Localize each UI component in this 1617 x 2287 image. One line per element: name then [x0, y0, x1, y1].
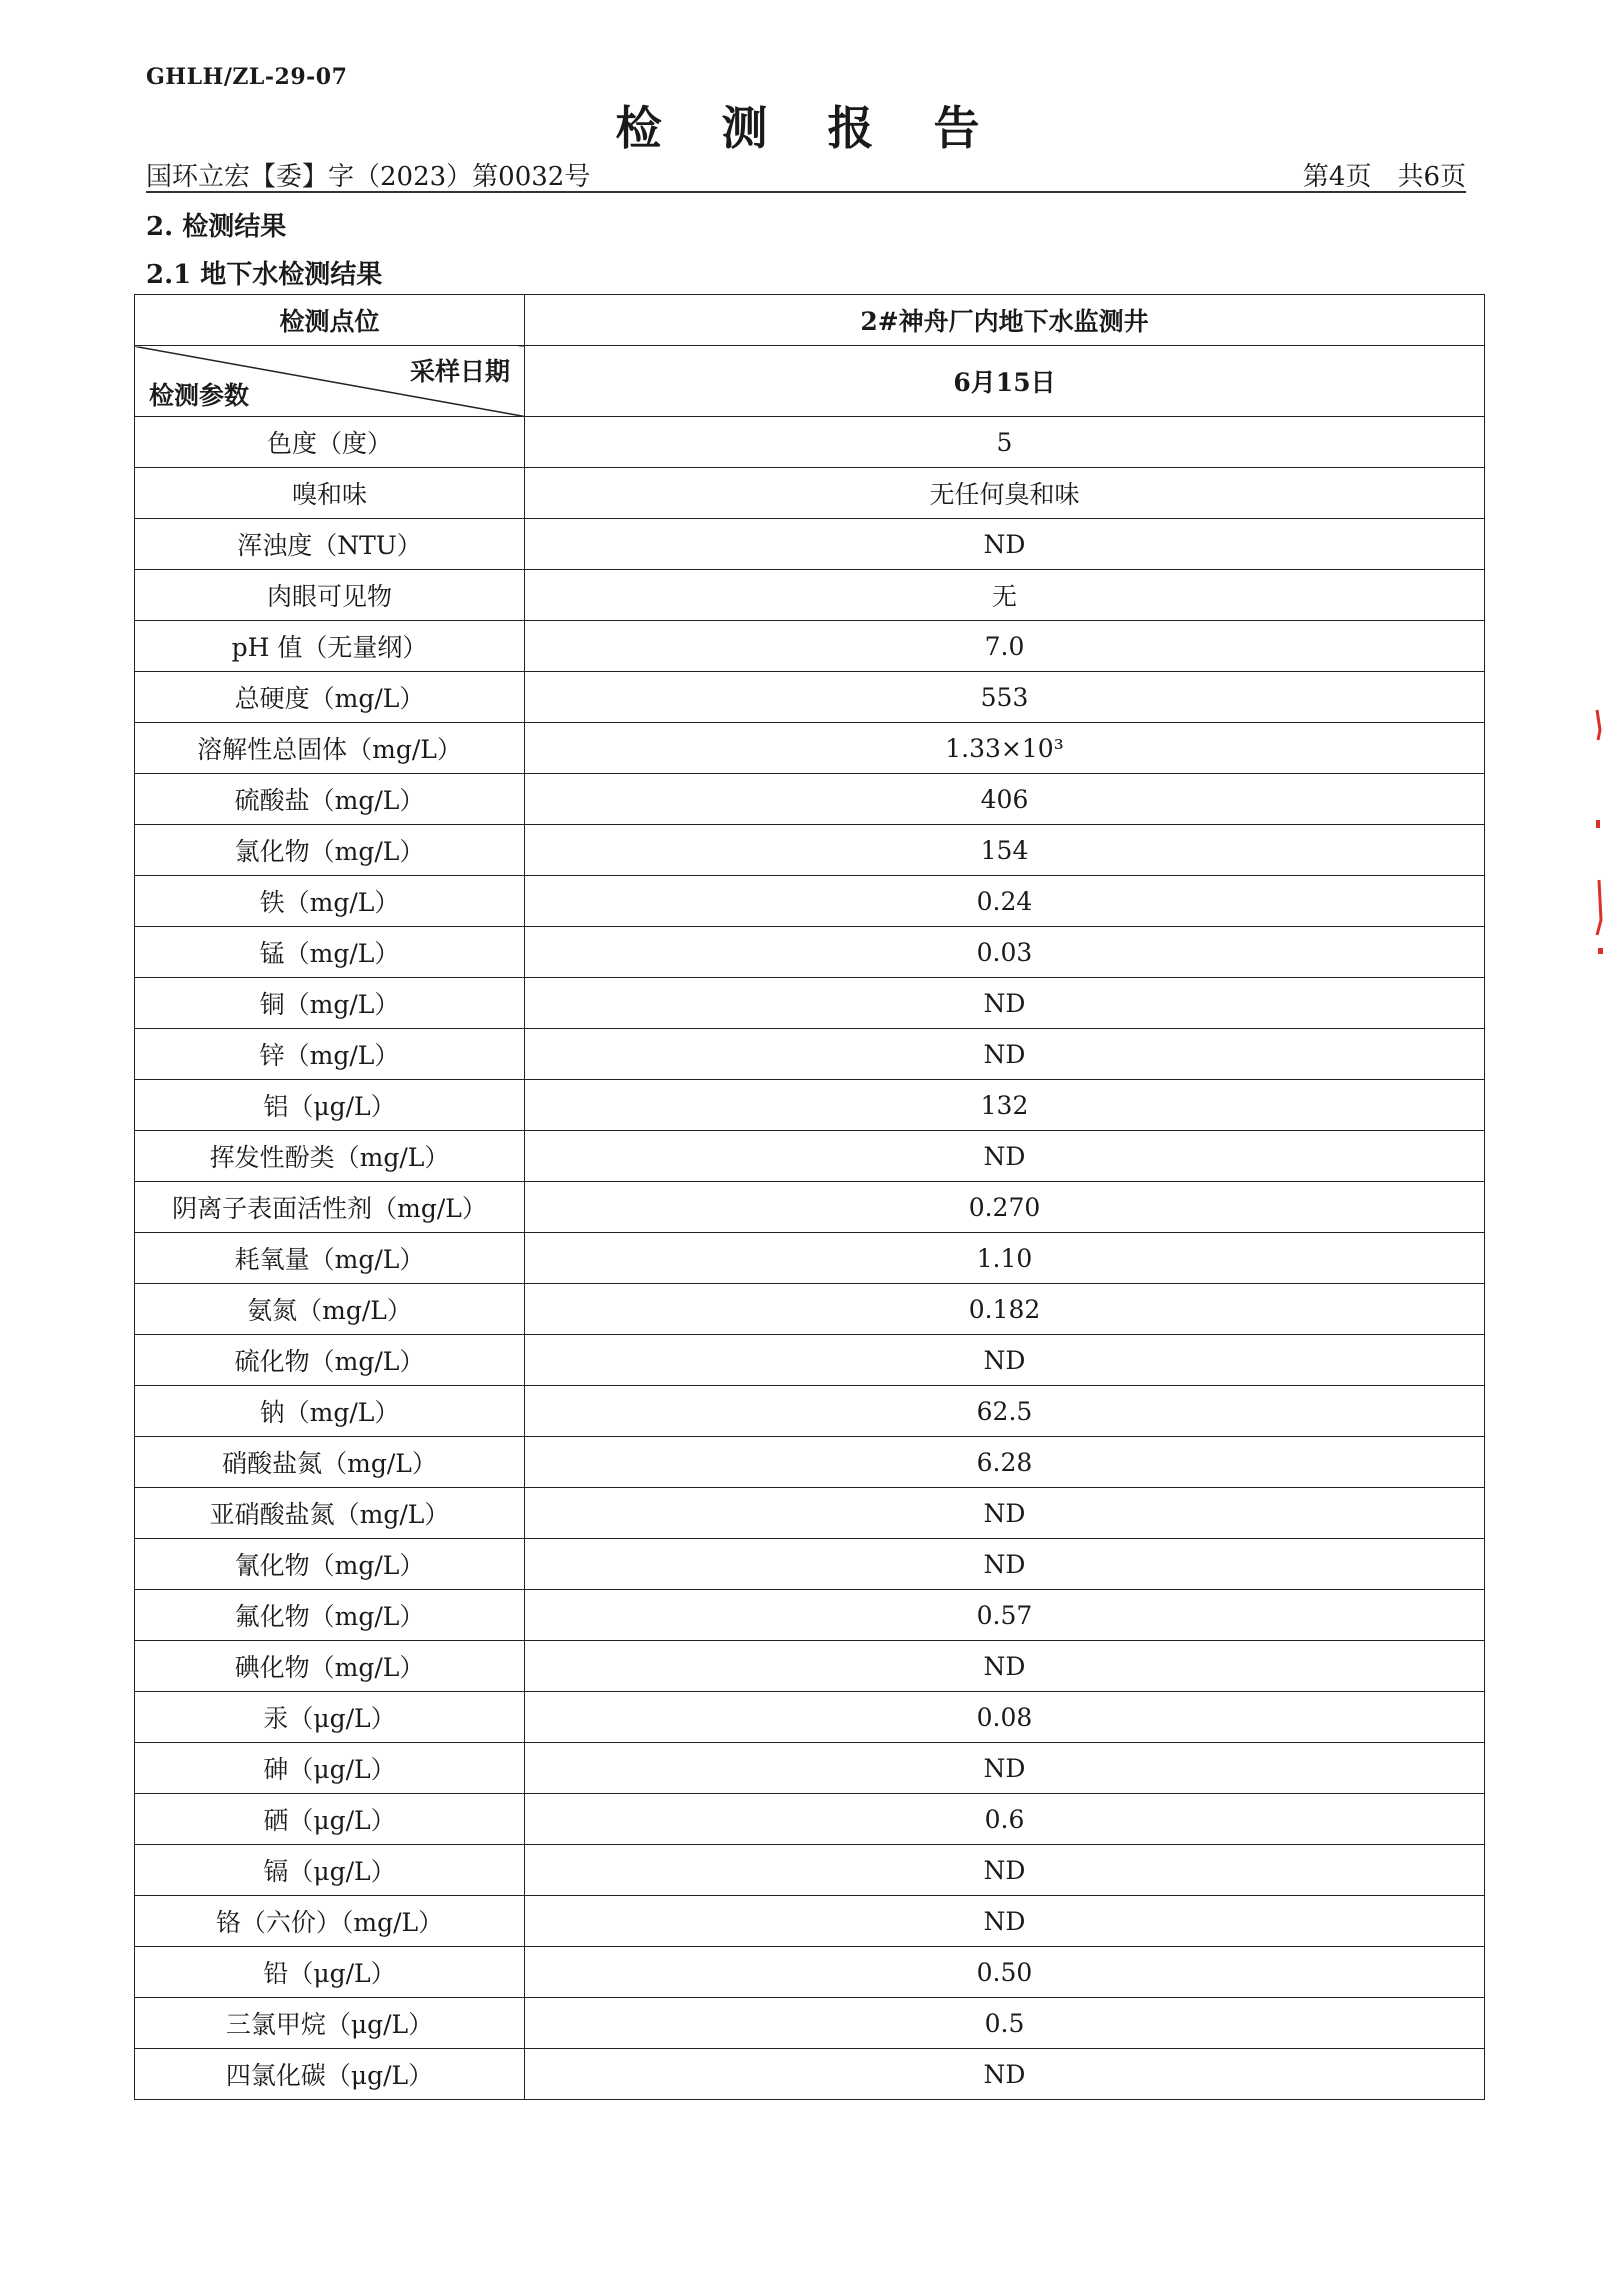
param-name-cell: 铬（六价）（mg/L） [135, 1896, 525, 1947]
param-value-cell: ND [525, 1131, 1485, 1182]
param-value-cell: 0.24 [525, 876, 1485, 927]
groundwater-results-table [134, 294, 1485, 2100]
param-name-cell: 铝（μg/L） [135, 1080, 525, 1131]
table-row [135, 1233, 1485, 1284]
param-name-cell: 色度（度） [135, 417, 525, 468]
param-name-cell: 四氯化碳（μg/L） [135, 2049, 525, 2100]
param-name-cell: 硝酸盐氮（mg/L） [135, 1437, 525, 1488]
param-name-cell: 挥发性酚类（mg/L） [135, 1131, 525, 1182]
param-name-cell: 砷（μg/L） [135, 1743, 525, 1794]
param-name-cell: 汞（μg/L） [135, 1692, 525, 1743]
document-code: GHLH/ZL-29-07 [146, 64, 348, 90]
table-row [135, 1539, 1485, 1590]
param-value-cell: ND [525, 1335, 1485, 1386]
table-row [135, 1743, 1485, 1794]
param-value-cell: 406 [525, 774, 1485, 825]
param-name-cell: 耗氧量（mg/L） [135, 1233, 525, 1284]
param-value-cell: ND [525, 1539, 1485, 1590]
page-info: 第4页 共6页 [1302, 162, 1466, 192]
table-row [135, 1692, 1485, 1743]
param-value-cell: 0.08 [525, 1692, 1485, 1743]
param-name-cell: pH 值（无量纲） [135, 621, 525, 672]
date-label: 采样日期 [409, 357, 510, 386]
page-title: 检 测 报 告 [615, 101, 1002, 155]
point-value-cell: 2#神舟厂内地下水监测井 [525, 295, 1485, 346]
param-name-cell: 三氯甲烷（μg/L） [135, 1998, 525, 2049]
table-row [135, 876, 1485, 927]
param-label: 检测参数 [149, 381, 250, 410]
table-row [135, 1131, 1485, 1182]
table-row [135, 1896, 1485, 1947]
table-row [135, 519, 1485, 570]
param-value-cell: ND [525, 1743, 1485, 1794]
param-name-cell: 锌（mg/L） [135, 1029, 525, 1080]
param-value-cell: 62.5 [525, 1386, 1485, 1437]
param-name-cell: 肉眼可见物 [135, 570, 525, 621]
table-row [135, 417, 1485, 468]
diagonal-header-cell [135, 346, 525, 417]
param-value-cell: 132 [525, 1080, 1485, 1131]
param-name-cell: 氟化物（mg/L） [135, 1590, 525, 1641]
table-row [135, 1437, 1485, 1488]
table-row [135, 468, 1485, 519]
table-row [135, 1386, 1485, 1437]
table-row [135, 1080, 1485, 1131]
param-value-cell: ND [525, 1488, 1485, 1539]
date-value-cell: 6月15日 [525, 346, 1485, 417]
table-row [135, 1794, 1485, 1845]
param-name-cell: 镉（μg/L） [135, 1845, 525, 1896]
param-name-cell: 嗅和味 [135, 468, 525, 519]
param-name-cell: 氰化物（mg/L） [135, 1539, 525, 1590]
param-name-cell: 铜（mg/L） [135, 978, 525, 1029]
table-row [135, 723, 1485, 774]
table-row [135, 1029, 1485, 1080]
table-row [135, 1182, 1485, 1233]
param-value-cell: 154 [525, 825, 1485, 876]
param-name-cell: 总硬度（mg/L） [135, 672, 525, 723]
table-row [135, 1488, 1485, 1539]
param-value-cell: ND [525, 2049, 1485, 2100]
point-label-cell: 检测点位 [135, 295, 525, 346]
param-value-cell: 5 [525, 417, 1485, 468]
param-name-cell: 氨氮（mg/L） [135, 1284, 525, 1335]
table-row [135, 1845, 1485, 1896]
param-name-cell: 钠（mg/L） [135, 1386, 525, 1437]
param-name-cell: 硫化物（mg/L） [135, 1335, 525, 1386]
param-name-cell: 铁（mg/L） [135, 876, 525, 927]
param-value-cell: 1.33×10³ [525, 723, 1485, 774]
param-value-cell: 7.0 [525, 621, 1485, 672]
param-value-cell: 无任何臭和味 [525, 468, 1485, 519]
param-name-cell: 浑浊度（NTU） [135, 519, 525, 570]
table-row [135, 1284, 1485, 1335]
table-row [135, 825, 1485, 876]
header-divider [146, 191, 1466, 193]
table-row [135, 570, 1485, 621]
table-row [135, 1590, 1485, 1641]
report-number: 国环立宏【委】字（2023）第0032号 [146, 162, 591, 192]
param-value-cell: 0.182 [525, 1284, 1485, 1335]
param-name-cell: 铅（μg/L） [135, 1947, 525, 1998]
param-value-cell: ND [525, 1029, 1485, 1080]
param-name-cell: 锰（mg/L） [135, 927, 525, 978]
param-value-cell: ND [525, 1896, 1485, 1947]
table-header-row-point [135, 295, 1485, 346]
param-value-cell: 0.50 [525, 1947, 1485, 1998]
param-value-cell: 0.6 [525, 1794, 1485, 1845]
param-value-cell: ND [525, 1845, 1485, 1896]
section-heading-results: 2. 检测结果 [146, 212, 287, 242]
param-name-cell: 溶解性总固体（mg/L） [135, 723, 525, 774]
table-row [135, 927, 1485, 978]
param-value-cell: 0.5 [525, 1998, 1485, 2049]
table-row [135, 1947, 1485, 1998]
table-row [135, 672, 1485, 723]
stamp-fragment-icon [1591, 700, 1607, 960]
param-name-cell: 硫酸盐（mg/L） [135, 774, 525, 825]
param-value-cell: 553 [525, 672, 1485, 723]
table-row [135, 774, 1485, 825]
table-row [135, 978, 1485, 1029]
section-heading-groundwater: 2.1 地下水检测结果 [146, 260, 383, 290]
param-value-cell: ND [525, 1641, 1485, 1692]
param-value-cell: 6.28 [525, 1437, 1485, 1488]
param-value-cell: 0.57 [525, 1590, 1485, 1641]
param-value-cell: 0.270 [525, 1182, 1485, 1233]
param-value-cell: ND [525, 978, 1485, 1029]
table-row [135, 2049, 1485, 2100]
param-name-cell: 亚硝酸盐氮（mg/L） [135, 1488, 525, 1539]
table-header-row-date [135, 346, 1485, 417]
table-row [135, 621, 1485, 672]
table-row [135, 1641, 1485, 1692]
param-name-cell: 硒（μg/L） [135, 1794, 525, 1845]
param-value-cell: 0.03 [525, 927, 1485, 978]
param-name-cell: 阴离子表面活性剂（mg/L） [135, 1182, 525, 1233]
param-name-cell: 氯化物（mg/L） [135, 825, 525, 876]
param-value-cell: 1.10 [525, 1233, 1485, 1284]
param-name-cell: 碘化物（mg/L） [135, 1641, 525, 1692]
param-value-cell: ND [525, 519, 1485, 570]
param-value-cell: 无 [525, 570, 1485, 621]
report-header [146, 156, 1466, 193]
table-row [135, 1335, 1485, 1386]
table-row [135, 1998, 1485, 2049]
